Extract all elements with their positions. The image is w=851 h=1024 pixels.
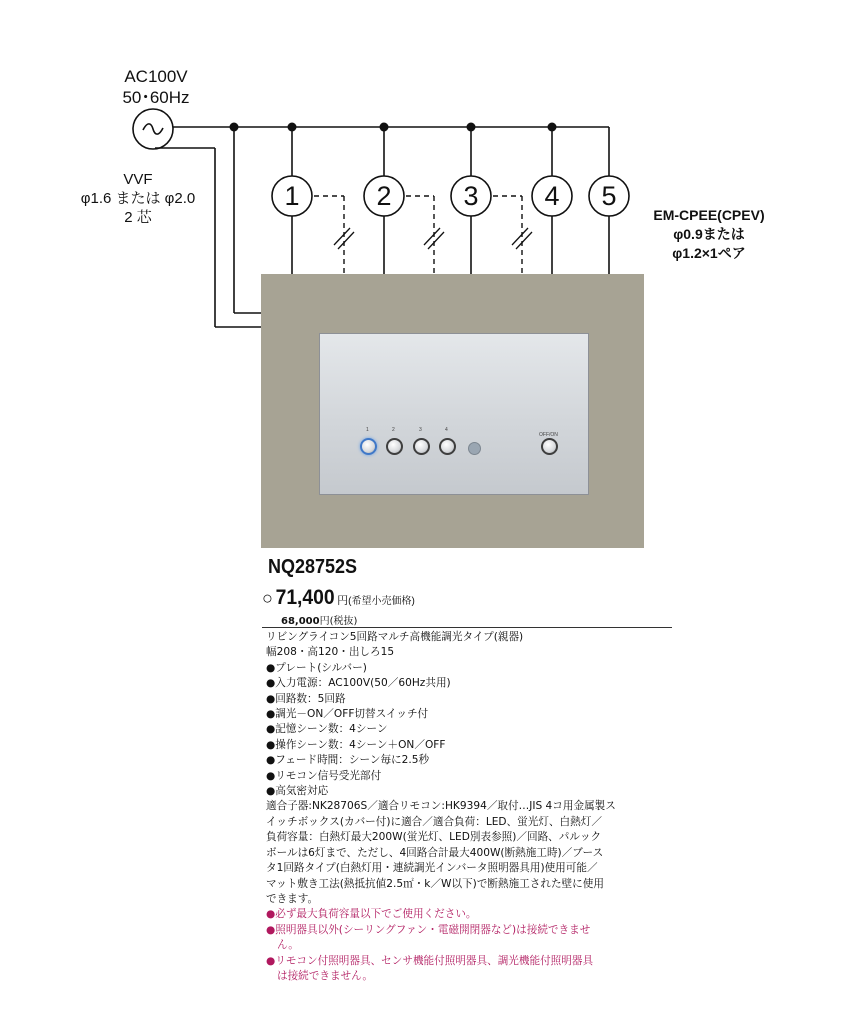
compat-line: 適合子器:NK28706S／適合リモコン:HK9394／取付…JIS 4コ用金属製ス [266, 800, 616, 813]
tax-excluded-note: (税抜) [329, 616, 358, 627]
circuit-number-4: 4 [544, 181, 560, 211]
scene-1-button[interactable] [360, 438, 377, 455]
price-line [262, 586, 415, 610]
power-label-block [114, 66, 198, 108]
scene-2-button[interactable] [386, 438, 403, 455]
caution-line: は接続できません。 [277, 969, 373, 982]
tax-excluded-unit: 円 [319, 616, 330, 627]
button-label-3: 3 [419, 427, 422, 433]
feature-item: ●記憶シーン数：4シーン [266, 723, 388, 736]
scene-3-button[interactable] [413, 438, 430, 455]
price-value: 71,400 [275, 586, 335, 609]
vvf-size: φ1.6 または φ2.0 [80, 190, 196, 207]
caution-line: ん。 [277, 939, 299, 952]
button-label-4: 4 [445, 427, 448, 433]
caution-line: ●リモコン付照明器具、センサ機能付照明器具、調光機能付照明器具 [266, 954, 594, 967]
feature-item: ●入力電源：AC100V(50／60Hz共用) [266, 677, 451, 690]
tax-excluded-price: 68,000 [281, 616, 320, 627]
caution-line: ●必ず最大負荷容量以下でご使用ください。 [266, 908, 477, 921]
off-on-button[interactable] [541, 438, 558, 455]
vvf-title: VVF [123, 171, 153, 188]
product-description [266, 630, 666, 984]
compat-line: マット敷き工法(熱抵抗値2.5㎡・k／W以下)で断熱施工された壁に使用 [266, 877, 604, 890]
button-label-1: 1 [366, 427, 369, 433]
circuit-number-1: 1 [284, 181, 300, 211]
compat-line: ボールは6灯まで、ただし、4回路合計最大400W(断熱施工時)／ブース [266, 846, 604, 859]
button-label-2: 2 [392, 427, 395, 433]
description-dimensions: 幅208・高120・出しろ15 [266, 646, 395, 659]
price-note: (希望小売価格) [348, 596, 415, 607]
em-cable-size-1: φ0.9または [673, 226, 745, 242]
power-frequency-label: 50･60Hz [122, 88, 190, 107]
remote-sensor-icon [468, 442, 481, 455]
feature-item: ●操作シーン数：4シーン＋ON／OFF [266, 738, 446, 751]
off-on-label: OFF/ON [539, 432, 558, 438]
em-cable-label-block [634, 206, 784, 263]
feature-item: ●プレート(シルバー) [266, 661, 367, 674]
price-prefix: ○ [262, 588, 273, 608]
circuit-number-3: 3 [463, 181, 479, 211]
compat-line: 負荷容量：白熱灯最大200W(蛍光灯、LED別表参照)／回路、パルック [266, 831, 602, 844]
vvf-cores: 2 芯 [124, 209, 152, 226]
compat-line: イッチボックス(カバー付)に適合／適合負荷：LED、蛍光灯、白熱灯／ [266, 815, 602, 828]
description-title: リビングライコン5回路マルチ高機能調光タイプ(親器) [266, 631, 524, 643]
caution-line: ●照明器具以外(シーリングファン・電磁開閉器など)は接続できませ [266, 923, 591, 936]
feature-item: ●フェード時間：シーン毎に2.5秒 [266, 754, 430, 767]
model-number: NQ28752S [268, 556, 358, 578]
scene-4-button[interactable] [439, 438, 456, 455]
divider [262, 627, 672, 628]
feature-item: ●高気密対応 [266, 785, 329, 798]
power-voltage-label: AC100V [124, 67, 188, 86]
em-cable-title: EM-CPEE(CPEV) [653, 207, 765, 223]
price-unit: 円 [337, 595, 349, 607]
ac-wave-icon [143, 124, 163, 134]
feature-item: ●調光－ON／OFF切替スイッチ付 [266, 708, 429, 721]
feature-item: ●回路数：5回路 [266, 692, 346, 705]
vvf-label-block [58, 170, 218, 227]
circuit-number-2: 2 [376, 181, 392, 211]
feature-item: ●リモコン信号受光部付 [266, 769, 382, 782]
compat-line: タ1回路タイプ(白熱灯用・連続調光インバータ照明器具用)使用可能／ [266, 862, 598, 875]
tax-excluded-price-line [281, 612, 357, 627]
compat-line: できます。 [266, 892, 319, 905]
circuit-number-5: 5 [601, 181, 617, 211]
em-cable-size-2: φ1.2×1ペア [672, 245, 746, 261]
switch-plate [319, 333, 589, 495]
